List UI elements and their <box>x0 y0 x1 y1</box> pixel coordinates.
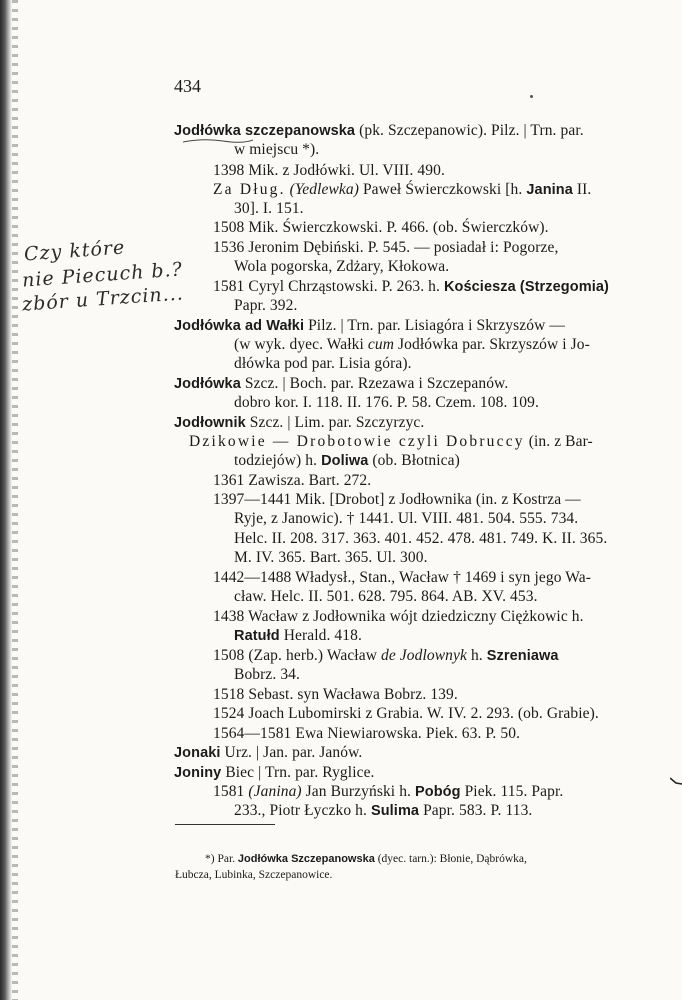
headword: Joniny <box>174 765 222 781</box>
entry-line: Za Dług. (Yedlewka) Paweł Świerczkowski [h. Janina II. <box>213 181 592 198</box>
entry-line: 1564—1581 Ewa Niewiarowska. Piek. 63. P. 50. <box>213 725 521 742</box>
margin-mark <box>670 777 682 785</box>
entry-line: 1508 Mik. Świerczkowski. P. 466. (ob. Świerczków). <box>213 219 549 236</box>
entry-line: dobro kor. I. 118. II. 176. P. 58. Czem. 108. 109. <box>234 394 539 411</box>
entry-line: Ratułd Herald. 418. <box>234 627 362 644</box>
marginal-note-line-2: nie Piecuch b.? <box>21 258 184 292</box>
entry-heading-jodlownik: Jodłownik Szcz. | Lim. par. Szczyrzyc. <box>174 414 425 431</box>
headword: Jodłówka <box>174 376 241 392</box>
page-number: 434 <box>174 76 201 96</box>
entry-line: 1524 Joach Lubomirski z Grabia. W. IV. 2. 293. (ob. Grabie). <box>213 705 599 722</box>
entry-heading-jodlowka-ad-walki: Jodłówka ad Wałki Pilz. | Trn. par. Lisiagóra i Skrzyszów — <box>174 317 565 334</box>
entry-line: 1518 Sebast. syn Wacława Bobrz. 139. <box>213 686 458 703</box>
entry-line: Ryje, z Janowic). † 1441. Ul. VIII. 481. 504. 555. 734. <box>234 510 579 527</box>
entry-line: dłówka pod par. Lisia góra). <box>234 355 412 372</box>
entry-line: 1536 Jeronim Dębiński. P. 545. — posiadał i: Pogorze, <box>213 239 559 256</box>
entry-line: todziejów) h. Doliwa (ob. Błotnica) <box>234 452 460 469</box>
entry-line: M. IV. 365. Bart. 365. Ul. 300. <box>234 549 428 566</box>
entry-line: cław. Helc. II. 501. 628. 795. 864. AB. XV. 453. <box>234 588 538 605</box>
entry-line: 1438 Wacław z Jodłownika wójt dziedziczny Ciężkowic h. <box>213 608 584 625</box>
marginal-note-line-3: zbór u Trzcin... <box>21 282 185 316</box>
entry-line: 1442—1488 Władysł., Stan., Wacław † 1469 i syn jego Wa- <box>213 569 591 586</box>
footnote-line-1: *) Par. Jodłówka Szczepanowska (dyec. tarn.): Błonie, Dąbrówka, <box>205 853 527 865</box>
entry-line: Papr. 392. <box>234 297 298 314</box>
entry-line: Dzikowie — Drobotowie czyli Dobruccy (in. z Bar- <box>189 433 593 450</box>
entry-line: 1581 (Janina) Jan Burzyński h. Pobóg Piek. 115. Papr. <box>213 783 564 800</box>
footnote-line-2: Łubcza, Lubinka, Szczepanowice. <box>175 869 333 881</box>
book-binding-edge <box>0 0 12 1000</box>
headword: Jonaki <box>174 745 221 761</box>
footnote-rule <box>175 824 275 825</box>
speck <box>530 95 533 98</box>
headword: Jodłówka ad Wałki <box>174 318 305 334</box>
entry-line: Wola pogorska, Zdżary, Kłokowa. <box>234 258 450 275</box>
entry-line: 1361 Zawisza. Bart. 272. <box>213 472 372 489</box>
entry-line: w miejscu *). <box>234 141 320 158</box>
entry-line: 233., Piotr Łyczko h. Sulima Papr. 583. P. 113. <box>234 802 533 819</box>
entry-line: 1581 Cyryl Chrząstowski. P. 263. h. Kościesza (Strzegomia) <box>213 278 609 295</box>
entry-heading-jodlowka-szczepanowska: Jodłówka szczepanowska (pk. Szczepanowic). Pilz. | Trn. par. <box>174 122 584 139</box>
entry-line: 1397—1441 Mik. [Drobot] z Jodłownika (in. z Kostrza — <box>213 491 581 508</box>
binding-shadow <box>12 0 18 1000</box>
entry-line: 30]. I. 151. <box>234 200 304 217</box>
entry-line: 1508 (Zap. herb.) Wacław de Jodlownyk h. Szreniawa <box>213 647 559 664</box>
entry-line: Bobrz. 34. <box>234 666 301 683</box>
entry-line: (w wyk. dyec. Wałki cum Jodłówka par. Skrzyszów i Jo- <box>234 336 590 353</box>
headword: Jodłownik <box>174 415 246 431</box>
entry-heading-jodlowka: Jodłówka Szcz. | Boch. par. Rzezawa i Szczepanów. <box>174 375 509 392</box>
entry-line: Helc. II. 208. 317. 363. 401. 452. 478. 481. 749. K. II. 365. <box>234 530 608 547</box>
headword: Jodłówka szczepanowska <box>174 123 356 139</box>
entry-line: 1398 Mik. z Jodłówki. Ul. VIII. 490. <box>213 162 445 179</box>
marginal-note-line-1: Czy które <box>23 236 126 266</box>
entry-heading-jonaki: Jonaki Urz. | Jan. par. Janów. <box>174 744 363 761</box>
entry-heading-joniny: Joniny Biec | Trn. par. Ryglice. <box>174 764 375 781</box>
